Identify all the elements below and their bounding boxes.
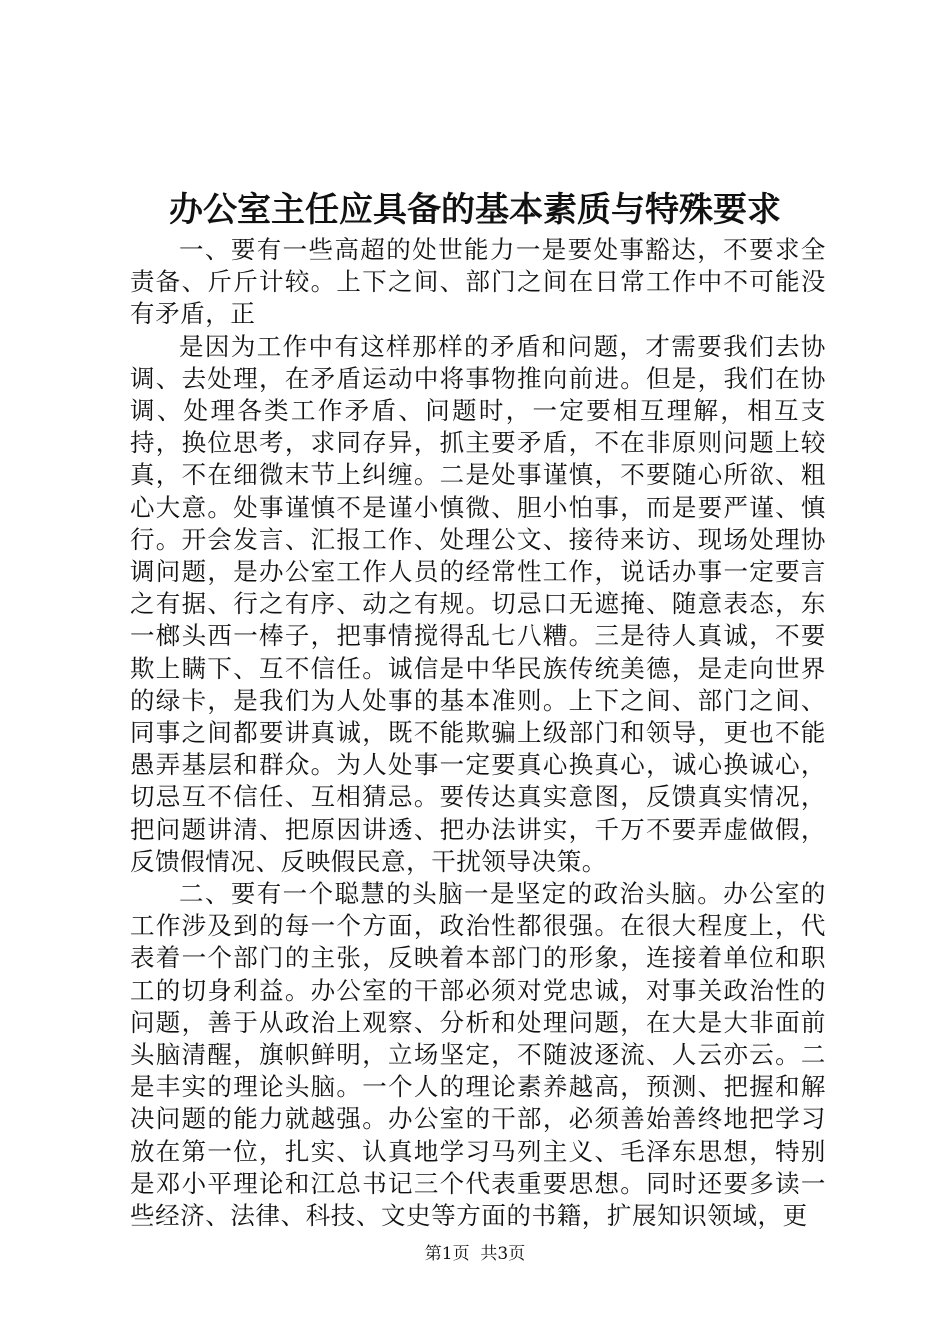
page-footer (0, 1243, 950, 1265)
document-body (130, 234, 826, 1232)
footer-spacer (470, 1244, 481, 1264)
paragraph-2: 是因为工作中有这样那样的矛盾和问题，才需要我们去协调、去处理，在矛盾运动中将事物推向前进。但是，我们在协调、处理各类工作矛盾、问题时，一定要相互理解，相互支持，换位思考，求同存异，抓主要矛盾，不在非原则问题上较真，不在细微末节上纠缠。二是处事谨慎，不要随心所欲、粗心大意。处事谨慎不是谨小慎微、胆小怕事，而是要严谨、慎行。开会发言、汇报工作、处理公文、接待来访、现场处理协调问题，是办公室工作人员的经常性工作，说话办事一定要言之有据、行之有序、动之有规。切忌口无遮掩、随意表态，东一榔头西一棒子，把事情搅得乱七八糟。三是待人真诚，不要欺上瞒下、互不信任。诚信是中华民族传统美德，是走向世界的绿卡，是我们为人处事的基本准则。上下之间、部门之间、同事之间都要讲真诚，既不能欺骗上级部门和领导，更也不能愚弄基层和群众。为人处事一定要真心换真心，诚心换诚心，切忌互不信任、互相猜忌。要传达真实意图，反馈真实情况，把问题讲清、把原因讲透、把办法讲实，千万不要弄虚做假，反馈假情况、反映假民意，干扰领导决策。 (130, 331, 826, 876)
paragraph-3: 二、要有一个聪慧的头脑一是坚定的政治头脑。办公室的工作涉及到的每一个方面，政治性都很强。在很大程度上，代表着一个部门的主张，反映着本部门的形象，连接着单位和职工的切身利益。办公室的干部必须对党忠诚，对事关政治性的问题，善于从政治上观察、分析和处理问题，在大是大非面前头脑清醒，旗帜鲜明，立场坚定，不随波逐流、人云亦云。二是丰实的理论头脑。一个人的理论素养越高，预测、把握和解决问题的能力就越强。办公室的干部，必须善始善终地把学习放在第一位，扎实、认真地学习马列主义、毛泽东思想，特别是邓小平理论和江总书记三个代表重要思想。同时还要多读一些经济、法律、科技、文史等方面的书籍，扩展知识领域，更 (130, 879, 826, 1231)
page-total: 共3页 (480, 1244, 526, 1264)
page-title: 办公室主任应具备的基本素质与特殊要求 (169, 190, 781, 230)
paragraph-1: 一、要有一些高超的处世能力一是要处事豁达，不要求全责备、斤斤计较。上下之间、部门之间在日常工作中不可能没有矛盾，正 (130, 235, 826, 329)
page-number: 第1页 (424, 1244, 470, 1264)
